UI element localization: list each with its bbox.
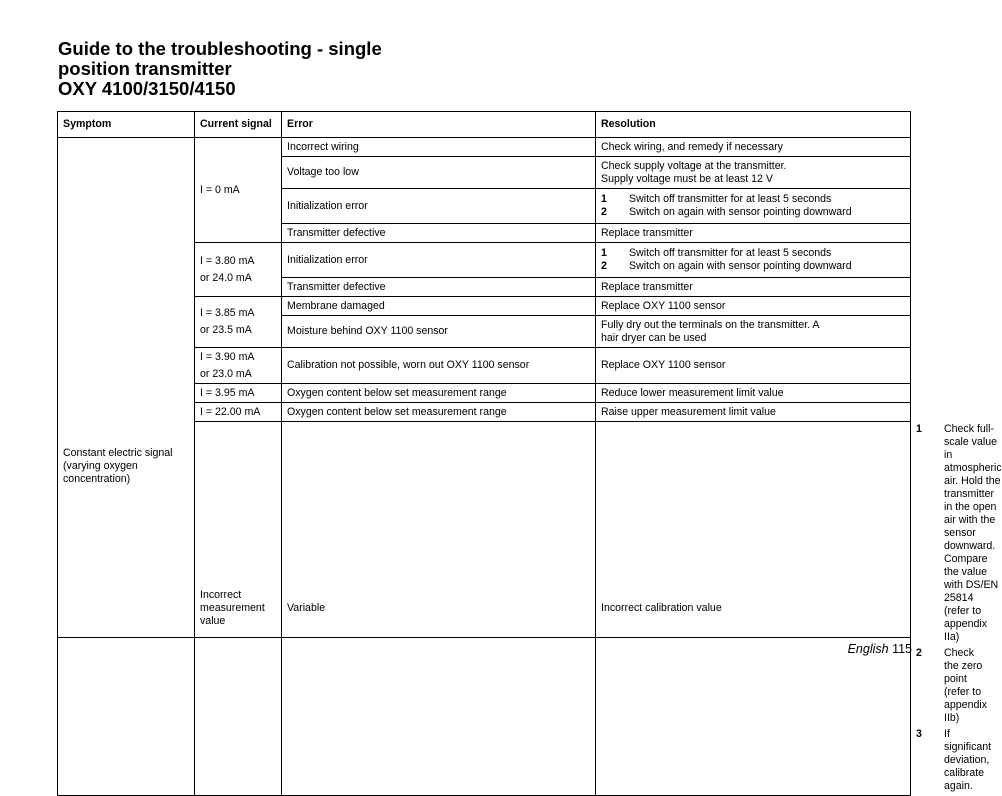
signal-cell: I = 0 mA <box>195 138 282 243</box>
resolution-cell <box>596 316 911 348</box>
resolution-cell: Replace transmitter <box>596 224 911 243</box>
step-text: If significant deviation, calibrate again. <box>944 728 992 792</box>
step-text: Switch off transmitter for at least 5 seconds <box>629 247 832 259</box>
resolution-cell: Check wiring, and remedy if necessary <box>596 138 911 157</box>
title-line-1: Guide to the troubleshooting - single <box>58 38 382 59</box>
header-resolution: Resolution <box>596 112 911 138</box>
step-number: 2 <box>601 206 607 218</box>
footer-divider <box>57 637 910 638</box>
resolution-line: Supply voltage must be at least 12 V <box>601 172 773 185</box>
table-header-row <box>58 112 911 138</box>
error-cell: Incorrect calibration value <box>596 422 911 796</box>
title-line-2: position transmitter <box>58 58 232 79</box>
resolution-steps <box>601 193 905 219</box>
resolution-line: hair dryer can be used <box>601 331 707 344</box>
step-number: 3 <box>916 728 922 740</box>
step-text: Switch on again with sensor pointing downward <box>629 260 852 272</box>
resolution-cell: Raise upper measurement limit value <box>596 403 911 422</box>
table-row <box>58 138 911 157</box>
signal-cell: I = 22.00 mA <box>195 403 282 422</box>
step-item <box>601 193 905 206</box>
symptom-cell: Incorrect measurement value <box>195 422 282 796</box>
resolution-cell: Reduce lower measurement limit value <box>596 384 911 403</box>
error-cell: Voltage too low <box>282 157 596 189</box>
resolution-cell <box>596 189 911 224</box>
error-cell: Oxygen content below set measurement range <box>282 403 596 422</box>
error-cell: Transmitter defective <box>282 278 596 297</box>
signal-line: I = 3.80 mA <box>200 254 255 267</box>
step-number: 2 <box>601 260 607 272</box>
error-cell: Membrane damaged <box>282 297 596 316</box>
resolution-cell: Replace OXY 1100 sensor <box>596 348 911 384</box>
signal-cell <box>195 243 282 297</box>
symptom-cell: Constant electric signal (varying oxygen concentration) <box>58 138 195 796</box>
error-cell: Calibration not possible, worn out OXY 1100 sensor <box>282 348 596 384</box>
signal-cell: Variable <box>282 422 596 796</box>
step-number: 1 <box>601 247 607 259</box>
step-text: Check the zero point (refer to appendix IIb) <box>944 647 988 724</box>
step-number: 1 <box>916 423 922 435</box>
resolution-cell: Replace transmitter <box>596 278 911 297</box>
signal-line: I = 3.85 mA <box>200 307 255 319</box>
signal-cell <box>195 297 282 348</box>
error-cell: Transmitter defective <box>282 224 596 243</box>
step-item <box>601 260 905 273</box>
resolution-line: Fully dry out the terminals on the transmitter. A <box>601 318 820 331</box>
footer-language: English <box>847 642 889 656</box>
signal-line: or 24.0 mA <box>200 271 252 284</box>
error-cell: Moisture behind OXY 1100 sensor <box>282 316 596 348</box>
error-cell: Initialization error <box>282 243 596 278</box>
header-symptom: Symptom <box>58 112 195 138</box>
step-number: 2 <box>916 647 922 659</box>
resolution-line: Check supply voltage at the transmitter. <box>601 159 787 172</box>
header-error: Error <box>282 112 596 138</box>
error-cell: Initialization error <box>282 189 596 224</box>
signal-line: or 23.5 mA <box>200 324 252 336</box>
header-current-signal: Current signal <box>195 112 282 138</box>
signal-line: or 23.0 mA <box>200 367 252 380</box>
error-cell: Incorrect wiring <box>282 138 596 157</box>
signal-line: I = 3.90 mA <box>200 350 255 363</box>
signal-cell <box>195 348 282 384</box>
step-text: Switch off transmitter for at least 5 seconds <box>629 193 832 205</box>
step-text: Switch on again with sensor pointing downward <box>629 206 852 218</box>
signal-cell: I = 3.95 mA <box>195 384 282 403</box>
resolution-steps <box>601 247 905 273</box>
resolution-cell <box>596 243 911 278</box>
page-footer <box>848 642 912 656</box>
step-item <box>601 206 905 219</box>
resolution-cell: Replace OXY 1100 sensor <box>596 297 911 316</box>
resolution-cell <box>596 157 911 189</box>
step-number: 1 <box>601 193 607 205</box>
step-item <box>601 247 905 260</box>
footer-page-number: 115 <box>892 642 912 656</box>
troubleshooting-table <box>57 111 1002 796</box>
page-title <box>58 39 478 99</box>
title-line-3: OXY 4100/3150/4150 <box>58 78 236 99</box>
error-cell: Oxygen content below set measurement range <box>282 384 596 403</box>
step-text: Check full-scale value in atmospheric air. Hold the transmitter in the open air with the sensor downward. Compare the value with DS/EN 25814 (refer to appendix IIa) <box>944 423 1002 643</box>
